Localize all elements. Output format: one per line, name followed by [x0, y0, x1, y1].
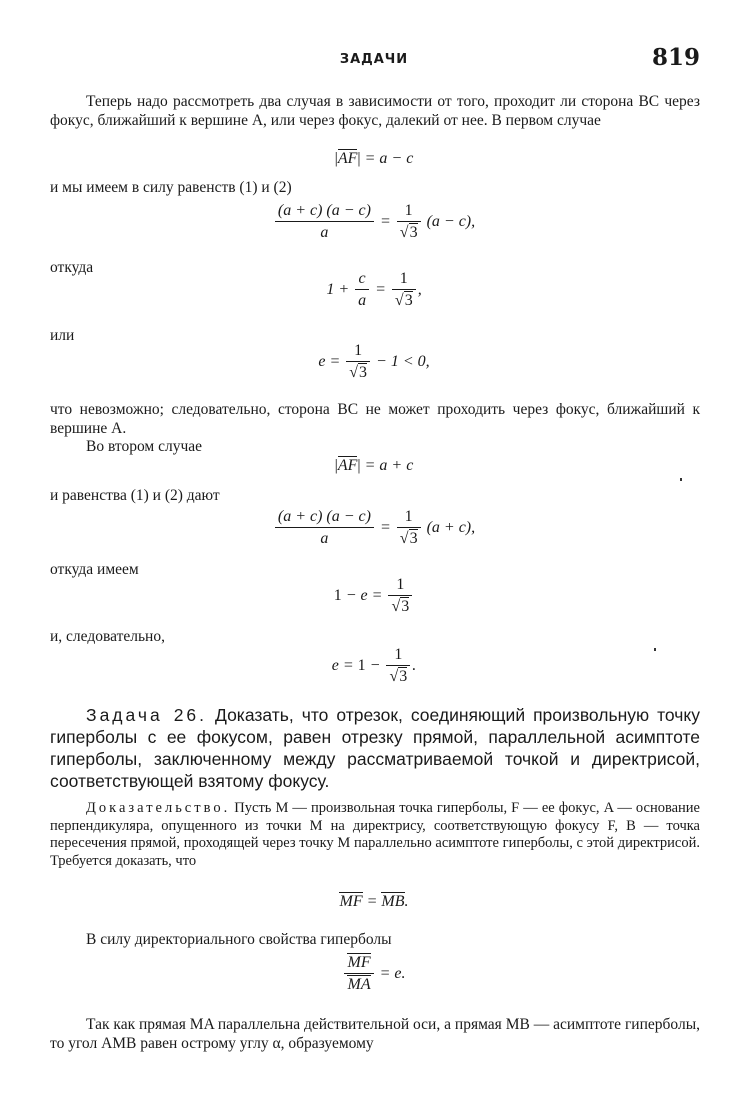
formula-equation-4: $\frac{(a + c) (a - c)}{a}$ = $\frac{1}{√3}$ (a + c),: [0, 508, 748, 549]
paragraph-text: [50, 1015, 700, 1053]
paragraph-text: и, следовательно,: [50, 628, 165, 645]
problem-statement: [50, 704, 700, 792]
formula-mf-mb: MF = MB.: [339, 893, 409, 910]
proof-text: Пусть M — произвольная точка гиперболы, F — ее фокус, A — основание перпендикуляра, опущенного из точки M на директрису, соответствующую фокусу F, B — точка пересечения прямой, проходящей через точку M параллельно асимптоте гиперболы, с этой директрисой. Требуется доказать, что: [50, 800, 700, 869]
paragraph-text: или: [50, 327, 75, 344]
running-header: ЗАДАЧИ: [339, 52, 409, 67]
formula-equation-2: 1 + $\frac{c}{a}$ = $\frac{1}{√3}$ ,: [326, 270, 422, 309]
formula-af-plus: |AF| = a + c: [334, 457, 414, 474]
scan-speck: [654, 648, 656, 651]
scan-speck: [680, 478, 682, 481]
formula-equation-5: 1 − e = $\frac{1}{√3}$: [0, 576, 748, 617]
proof: [50, 800, 700, 870]
paragraph-text: что невозможно; следовательно, сторона BC не может проходить через фокус, ближайший к вершине A.: [50, 401, 700, 437]
formula-equation-6: e = 1 − $\frac{1}{√3}$ .: [331, 646, 417, 685]
formula-ratio: $\frac{MF}{MA}$ = e.: [0, 954, 748, 995]
paragraph-text: и мы имеем в силу равенств (1) и (2): [50, 179, 292, 196]
formula-equation-3: e = $\frac{1}{√3}$ − 1 < 0,: [318, 342, 430, 381]
paragraph-text: [50, 930, 700, 949]
problem-label: Задача 26.: [86, 705, 208, 725]
paragraph-intro: [50, 92, 700, 130]
formula-equation-1: $\frac{(a + c) (a - c)}{a}$ = $\frac{1}{√3}$ (a − c),: [0, 202, 748, 243]
problem-text: Доказать, что отрезок, соединяющий произвольную точку гиперболы с ее фокусом, равен отрезку прямой, параллельной асимптоте гиперболы, заключенному между рассматриваемой точкой и директрисой, соответствующей взятому фокусу.: [50, 705, 700, 791]
paragraph-text: [50, 437, 700, 456]
proof-label: Доказательство.: [86, 800, 231, 816]
formula-af-minus: |AF| = a − c: [334, 150, 414, 167]
page-number: 819: [651, 44, 700, 71]
paragraph-text: В силу директориального свойства гиперболы: [86, 931, 392, 948]
paragraph-text: Во втором случае: [86, 438, 203, 455]
paragraph-text: откуда имеем: [50, 561, 139, 578]
paragraph-text: и равенства (1) и (2) дают: [50, 487, 220, 504]
paragraph-text: Так как прямая MA параллельна действительной оси, а прямая MB — асимптоте гиперболы, то угол AMB равен острому углу α, образуемому: [50, 1016, 700, 1052]
paragraph-text: откуда: [50, 259, 94, 276]
paragraph-text: Теперь надо рассмотреть два случая в зависимости от того, проходит ли сторона BC через фокус, ближайший к вершине A, или через фокус, далекий от нее. В первом случае: [50, 93, 700, 129]
